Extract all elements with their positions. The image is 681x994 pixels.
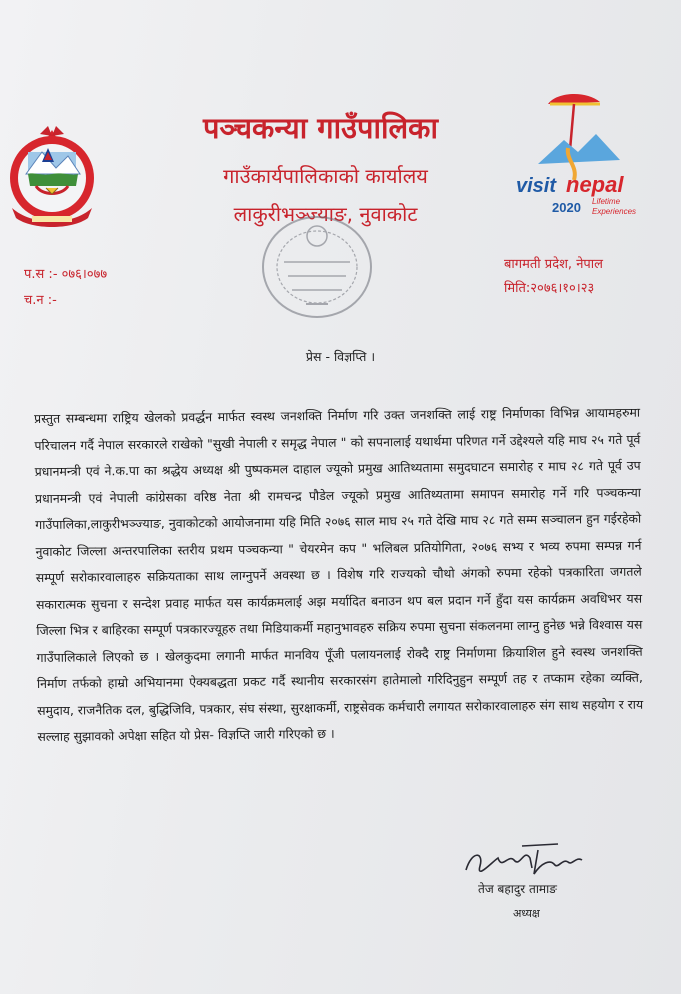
office-stamp bbox=[258, 212, 376, 322]
signatory-role: अध्यक्ष bbox=[513, 907, 540, 920]
reference-number: प.स :- ०७६।०७७ bbox=[24, 267, 108, 282]
province-label: बागमती प्रदेश, नेपाल bbox=[504, 257, 603, 272]
press-release-heading: प्रेस - विज्ञप्ति । bbox=[305, 349, 376, 364]
office-address: लाकुरीभञ्ज्याङ, नुवाकोट bbox=[233, 202, 418, 226]
svg-text:Lifetime: Lifetime bbox=[592, 197, 621, 206]
signatory-name: तेज बहादुर तामाङ bbox=[478, 882, 557, 896]
dispatch-number: च.न :- bbox=[24, 293, 57, 308]
letter-date: मिति:२०७६।१०।२३ bbox=[504, 281, 595, 296]
office-name: गाउँकार्यपालिकाको कार्यालय bbox=[223, 164, 428, 188]
press-release-body: प्रस्तुत सम्बन्धमा राष्ट्रिय खेलको प्रवर्द्धन मार्फत स्वस्थ जनशक्ति निर्माण गरि उक्त जनशक्ति लाई राष्ट्र निर्माणका विभिन्न आयामहरुमा परिचालन गर्दै नेपाल सरकारले राखेको "सुखी नेपाली र समृद्ध नेपाल " को सपनालाई यथार्थमा परिणत गर्ने उद्देश्यले यहि माघ २५ गते पूर्व प्रधानमन्त्री एवं ने.क.पा का श्रद्धेय अध्यक्ष श्री पुष्पकमल दाहाल ज्यूको प्रमुख आतिथ्यतामा समुदघाटन समारोह र माघ २८ गते पूर्व उप प्रधानमन्त्री एवं नेपाली कांग्रेसका वरिष्ठ नेता श्री रामचन्द्र पौडेल ज्यूको प्रमुख आतिथ्यतामा समापन समारोह गर्ने गरि पञ्चकन्या गाउँपालिका,लाकुरीभञ्ज्याङ, नुवाकोटको आयोजनामा यहि मिति २०७६ साल माघ २५ गते देखि माघ २८ गते सम्म सञ्चालन हुन गईरहेको नुवाकोट जिल्ला अन्तरपालिका स्तरीय प्रथम पञ्चकन्या " चेयरमेन कप " भलिबल प्रतियोगिता, २०७६ सभ्य र भव्य रुपमा सम्पन्न गर्न सम्पूर्ण सरोकारवालाहरु सक्रियताका साथ लाग्नुपर्ने अवस्था छ । विशेष गरि राज्यको चौथो अंगको रुपमा रहेको पत्रकारिता जगतले सकारात्मक सुचना र सन्देश प्रवाह मार्फत यस कार्यक्रमलाई अझ मर्यादित बनाउन थप बल प्रदान गर्ने हुँदा यस कार्यक्रम अवधिभर यस जिल्ला भित्र र बाहिरका सम्पूर्ण पत्रकारज्यूहरु तथा मिडियाकर्मी महानुभावहरु सक्रिय रुपमा सुचना संकलनमा लाग्नु हुनेछ भन्ने विश्वास यस गाउँपालिकाले लिएको छ । खेलकुदमा लगानी मार्फत मानविय पूँजी पलायनलाई रोक्दै राष्ट्र निर्माणमा क्रियाशिल हुने स्वस्थ जनशक्ति निर्माण तर्फको हाम्रो अभियानमा ऐक्यबद्धता प्रकट गर्दै स्थानीय सरकारसंग हातेमालो गरिदिनुहुन सम्पूर्ण तह र तप्काम रहेका व्यक्ति, समुदाय, राजनैतिक दल, बुद्धिजिवि, पत्रकार, संघ संस्था, सुरक्षाकर्मी, राष्ट्रसेवक कर्मचारी लगायत सरोकारवालाहरु संग साथ सहयोग र राय सल्लाह सुझावको अपेक्षा सहित यो प्रेस- विज्ञप्ति जारी गरिएको छ । bbox=[34, 404, 644, 744]
svg-text:2020: 2020 bbox=[552, 200, 581, 215]
svg-text:Experiences: Experiences bbox=[592, 207, 637, 216]
municipality-title: पञ्चकन्या गाउँपालिका bbox=[203, 111, 438, 145]
svg-text:nepal: nepal bbox=[566, 172, 624, 197]
handwritten-signature bbox=[462, 840, 590, 884]
svg-text:visit: visit bbox=[516, 175, 557, 197]
